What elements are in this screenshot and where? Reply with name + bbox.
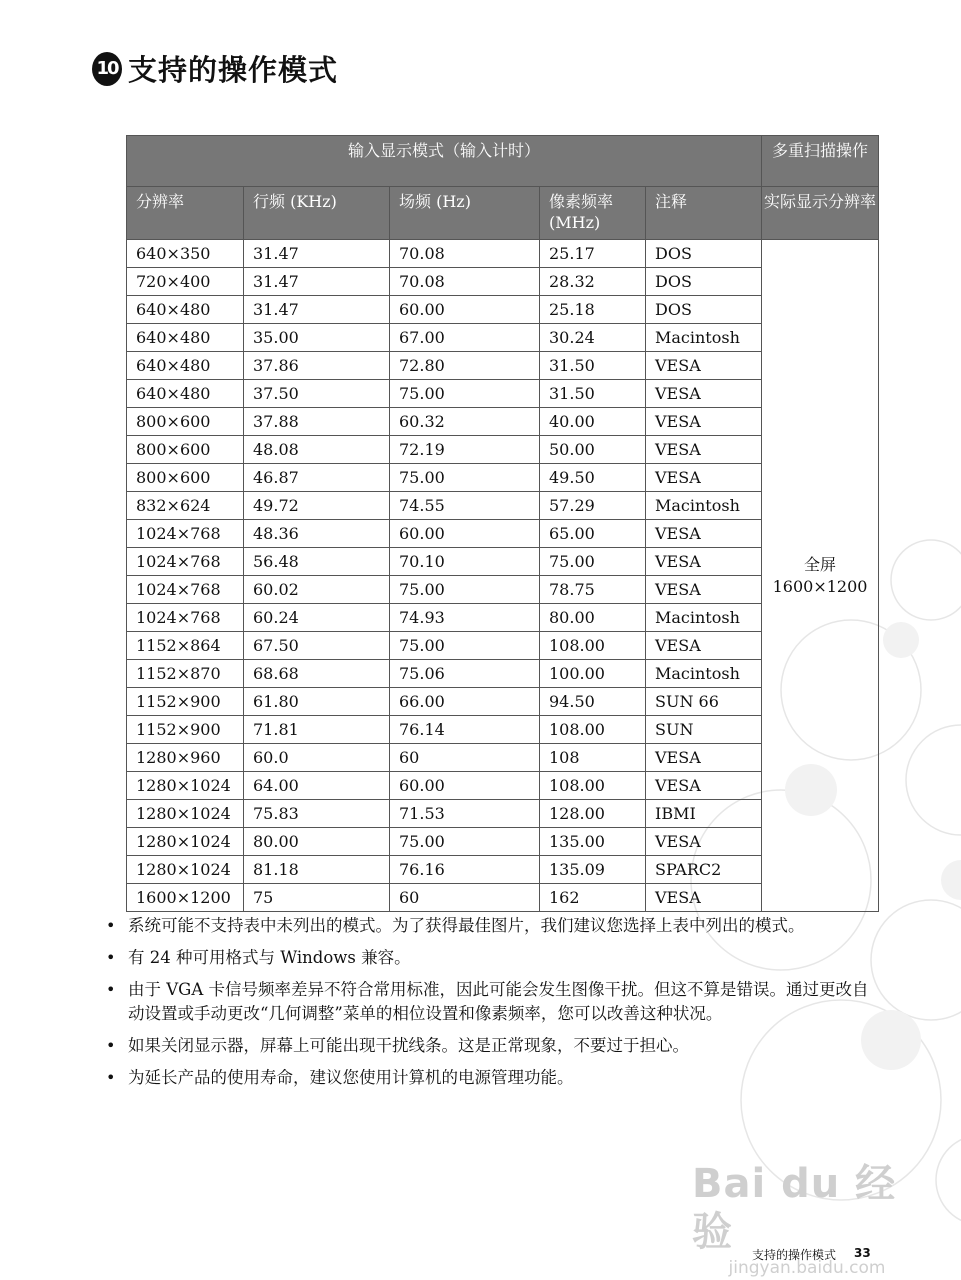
table-cell: 60 — [390, 884, 540, 912]
table-cell: DOS — [646, 240, 762, 268]
note-item: • 系统可能不支持表中未列出的模式。为了获得最佳图片，我们建议您选择上表中列出的模式。 — [104, 914, 874, 938]
table-cell: 640×350 — [127, 240, 244, 268]
table-cell: 60.00 — [390, 296, 540, 324]
table-cell: 128.00 — [540, 800, 646, 828]
table-cell: 75 — [244, 884, 390, 912]
footer-section-title: 支持的操作模式 — [752, 1248, 837, 1262]
table-cell: 75.00 — [390, 632, 540, 660]
table-cell: 1600×1200 — [127, 884, 244, 912]
table-cell: 60.02 — [244, 576, 390, 604]
table-cell: SUN — [646, 716, 762, 744]
table-cell: VESA — [646, 352, 762, 380]
table-cell: 46.87 — [244, 464, 390, 492]
table-cell: VESA — [646, 464, 762, 492]
table-cell: 57.29 — [540, 492, 646, 520]
table-cell: 31.50 — [540, 380, 646, 408]
table-cell: 81.18 — [244, 856, 390, 884]
table-cell: Macintosh — [646, 324, 762, 352]
display-modes-table — [126, 135, 879, 912]
table-cell: 28.32 — [540, 268, 646, 296]
table-cell: Macintosh — [646, 660, 762, 688]
table-cell: 40.00 — [540, 408, 646, 436]
table-cell: 74.55 — [390, 492, 540, 520]
table-cell: 108.00 — [540, 716, 646, 744]
table-cell: VESA — [646, 436, 762, 464]
table-cell: 31.47 — [244, 268, 390, 296]
table-cell: 74.93 — [390, 604, 540, 632]
note-item: • 有 24 种可用格式与 Windows 兼容。 — [104, 946, 874, 970]
note-item: • 如果关闭显示器，屏幕上可能出现干扰线条。这是正常现象，不要过于担心。 — [104, 1034, 874, 1058]
table-cell: 108 — [540, 744, 646, 772]
table-cell: VESA — [646, 828, 762, 856]
table-cell: DOS — [646, 296, 762, 324]
notes-list — [104, 914, 874, 1098]
table-body — [127, 240, 879, 912]
table-cell: 1280×960 — [127, 744, 244, 772]
table-cell: 48.36 — [244, 520, 390, 548]
table-cell: 71.53 — [390, 800, 540, 828]
column-header-horizontal-freq: 行频 (KHz) — [244, 187, 390, 240]
table-cell: 800×600 — [127, 408, 244, 436]
chapter-number-badge: 10 — [92, 52, 122, 86]
table-cell: 67.50 — [244, 632, 390, 660]
table-cell: 71.81 — [244, 716, 390, 744]
table-cell: 30.24 — [540, 324, 646, 352]
table-cell: 60.32 — [390, 408, 540, 436]
table-cell: 56.48 — [244, 548, 390, 576]
table-cell: 67.00 — [390, 324, 540, 352]
table-cell: VESA — [646, 380, 762, 408]
table-cell: 48.08 — [244, 436, 390, 464]
table-cell: 25.18 — [540, 296, 646, 324]
table-cell: 70.08 — [390, 268, 540, 296]
table-cell: 135.00 — [540, 828, 646, 856]
table-cell: 76.16 — [390, 856, 540, 884]
table-cell: 65.00 — [540, 520, 646, 548]
table-cell: VESA — [646, 884, 762, 912]
table-cell: 70.08 — [390, 240, 540, 268]
actual-resolution-label: 全屏 — [804, 554, 837, 574]
table-cell: VESA — [646, 520, 762, 548]
table-cell: DOS — [646, 268, 762, 296]
table-cell: VESA — [646, 744, 762, 772]
table-header-row-group — [127, 136, 879, 187]
column-header-vertical-freq: 场频 (Hz) — [390, 187, 540, 240]
table-cell: 720×400 — [127, 268, 244, 296]
table-cell: 1280×1024 — [127, 856, 244, 884]
table-cell: 640×480 — [127, 352, 244, 380]
table-cell: 72.80 — [390, 352, 540, 380]
table-cell: 50.00 — [540, 436, 646, 464]
table-cell: 80.00 — [244, 828, 390, 856]
table-cell: 75.83 — [244, 800, 390, 828]
table-cell: 25.17 — [540, 240, 646, 268]
table-cell: 60.00 — [390, 520, 540, 548]
column-header-notes: 注释 — [646, 187, 762, 240]
table-cell: 35.00 — [244, 324, 390, 352]
column-header-pixel-freq: 像素频率 (MHz) — [540, 187, 646, 240]
table-cell: 49.72 — [244, 492, 390, 520]
table-cell: VESA — [646, 408, 762, 436]
table-cell: 37.88 — [244, 408, 390, 436]
table-cell: 1024×768 — [127, 576, 244, 604]
table-cell: 1024×768 — [127, 520, 244, 548]
table-cell: 1152×870 — [127, 660, 244, 688]
table-cell: 800×600 — [127, 464, 244, 492]
watermark-brand: Bai du 经验 — [692, 1161, 897, 1255]
table-cell: 80.00 — [540, 604, 646, 632]
table-cell: 60.0 — [244, 744, 390, 772]
table-cell: 1280×1024 — [127, 800, 244, 828]
table-cell: 75.00 — [540, 548, 646, 576]
table-cell: 75.00 — [390, 464, 540, 492]
watermark-site: jingyan.baidu.com — [728, 1258, 886, 1278]
table-cell: 100.00 — [540, 660, 646, 688]
table-cell: 37.86 — [244, 352, 390, 380]
page-title: 支持的操作模式 — [128, 53, 339, 87]
table-cell: 60 — [390, 744, 540, 772]
table-cell: 70.10 — [390, 548, 540, 576]
table-cell: VESA — [646, 548, 762, 576]
note-item: • 由于 VGA 卡信号频率差异不符合常用标准，因此可能会发生图像干扰。但这不算是错误。通过更改自动设置或手动更改“几何调整”菜单的相位设置和像素频率，您可以改善这种状况。 — [104, 978, 874, 1026]
table-cell: Macintosh — [646, 604, 762, 632]
table-cell: SUN 66 — [646, 688, 762, 716]
table-cell: 49.50 — [540, 464, 646, 492]
table-cell: 108.00 — [540, 772, 646, 800]
table-cell: 61.80 — [244, 688, 390, 716]
table-cell: 75.00 — [390, 576, 540, 604]
table-cell: 1152×864 — [127, 632, 244, 660]
table-cell: IBMI — [646, 800, 762, 828]
table-cell: VESA — [646, 576, 762, 604]
actual-resolution-value: 1600×1200 — [772, 576, 868, 596]
table-cell: 1152×900 — [127, 716, 244, 744]
table-cell: 1152×900 — [127, 688, 244, 716]
table-cell: 75.00 — [390, 828, 540, 856]
page-heading — [92, 48, 338, 89]
table-cell: 640×480 — [127, 296, 244, 324]
table-cell: 31.47 — [244, 240, 390, 268]
table-cell: 94.50 — [540, 688, 646, 716]
table-header-row-columns — [127, 187, 879, 240]
column-header-resolution: 分辨率 — [127, 187, 244, 240]
column-header-actual-resolution: 实际显示分辨率 — [762, 187, 879, 240]
table-cell: 1024×768 — [127, 604, 244, 632]
table-cell: 832×624 — [127, 492, 244, 520]
table-cell: VESA — [646, 772, 762, 800]
multiscan-header: 多重扫描操作 — [762, 136, 879, 187]
table-cell: 135.09 — [540, 856, 646, 884]
table-cell: 37.50 — [244, 380, 390, 408]
page-number: 33 — [854, 1246, 871, 1260]
table-cell: SPARC2 — [646, 856, 762, 884]
table-cell: 640×480 — [127, 380, 244, 408]
table-cell: 31.47 — [244, 296, 390, 324]
table-cell: 800×600 — [127, 436, 244, 464]
table-cell: 66.00 — [390, 688, 540, 716]
note-item: • 为延长产品的使用寿命，建议您使用计算机的电源管理功能。 — [104, 1066, 874, 1090]
table-cell: 108.00 — [540, 632, 646, 660]
table-cell: VESA — [646, 632, 762, 660]
table-row — [127, 240, 879, 268]
table-cell: 60.24 — [244, 604, 390, 632]
table-cell: 640×480 — [127, 324, 244, 352]
actual-resolution-cell — [762, 240, 879, 912]
table-cell: 78.75 — [540, 576, 646, 604]
table-cell: 64.00 — [244, 772, 390, 800]
table-cell: 1280×1024 — [127, 772, 244, 800]
table-cell: 60.00 — [390, 772, 540, 800]
table-cell: 72.19 — [390, 436, 540, 464]
input-mode-group-header: 输入显示模式（输入计时） — [127, 136, 762, 187]
table-cell: 75.06 — [390, 660, 540, 688]
table-cell: Macintosh — [646, 492, 762, 520]
table-cell: 76.14 — [390, 716, 540, 744]
table-cell: 1280×1024 — [127, 828, 244, 856]
table-cell: 1024×768 — [127, 548, 244, 576]
table-cell: 68.68 — [244, 660, 390, 688]
table-cell: 31.50 — [540, 352, 646, 380]
page-footer — [752, 1246, 871, 1263]
table-cell: 162 — [540, 884, 646, 912]
table-cell: 75.00 — [390, 380, 540, 408]
